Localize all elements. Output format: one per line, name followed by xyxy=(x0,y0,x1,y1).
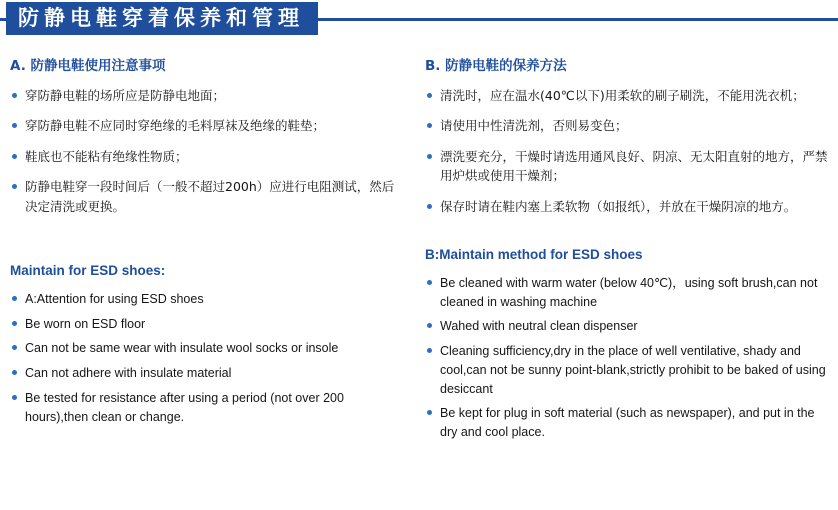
left-cn-section-title: A. 防静电鞋使用注意事项 xyxy=(10,58,166,74)
list-item: Be tested for resistance after using a period (not over 200 hours),then clean or change. xyxy=(10,389,401,427)
list-item: Be worn on ESD floor xyxy=(10,315,401,334)
page-header xyxy=(0,0,838,40)
list-item: 鞋底也不能粘有绝缘性物质； xyxy=(10,147,401,166)
list-item: A:Attention for using ESD shoes xyxy=(10,290,401,309)
right-en-section-title: B:Maintain method for ESD shoes xyxy=(425,246,643,262)
right-en-block xyxy=(425,247,828,442)
list-item: Cleaning sufficiency,dry in the place of well ventilative, shady and cool,can not be sunny point-blank,strictly prohibit to be baked of using desiccant xyxy=(425,342,828,398)
list-item: Can not be same wear with insulate wool socks or insole xyxy=(10,339,401,358)
content-columns xyxy=(0,40,838,448)
list-item: 穿防静电鞋的场所应是防静电地面； xyxy=(10,86,401,105)
list-item: 清洗时，应在温水(40℃以下)用柔软的刷子刷洗，不能用洗衣机； xyxy=(425,86,828,105)
right-spacer xyxy=(425,227,828,237)
left-en-list xyxy=(10,290,401,427)
list-item: 请使用中性清洗剂，否则易变色； xyxy=(425,116,828,135)
list-item: Be kept for plug in soft material (such as newspaper), and put in the dry and cool place. xyxy=(425,404,828,442)
right-en-list xyxy=(425,274,828,442)
list-item: Can not adhere with insulate material xyxy=(10,364,401,383)
left-en-block xyxy=(10,263,401,427)
right-cn-list xyxy=(425,86,828,216)
right-column xyxy=(419,54,828,448)
list-item: 穿防静电鞋不应同时穿绝缘的毛料厚袜及绝缘的鞋垫； xyxy=(10,116,401,135)
left-en-section-title: Maintain for ESD shoes: xyxy=(10,262,166,278)
list-item: Wahed with neutral clean dispenser xyxy=(425,317,828,336)
list-item: 保存时请在鞋内塞上柔软物（如报纸），并放在干燥阴凉的地方。 xyxy=(425,197,828,216)
list-item: Be cleaned with warm water (below 40℃)，using soft brush,can not cleaned in washing machine xyxy=(425,274,828,312)
page-title: 防静电鞋穿着保养和管理 xyxy=(6,2,318,35)
left-cn-list xyxy=(10,86,401,216)
list-item: 防静电鞋穿一段时间后（一般不超过200h）应进行电阻测试，然后决定清洗或更换。 xyxy=(10,177,401,216)
left-spacer xyxy=(10,227,401,253)
right-cn-section-title: B. 防静电鞋的保养方法 xyxy=(425,58,567,74)
list-item: 漂洗要充分，干燥时请选用通风良好、阴凉、无太阳直射的地方，严禁用炉烘或使用干燥剂； xyxy=(425,147,828,186)
left-column xyxy=(10,54,419,448)
